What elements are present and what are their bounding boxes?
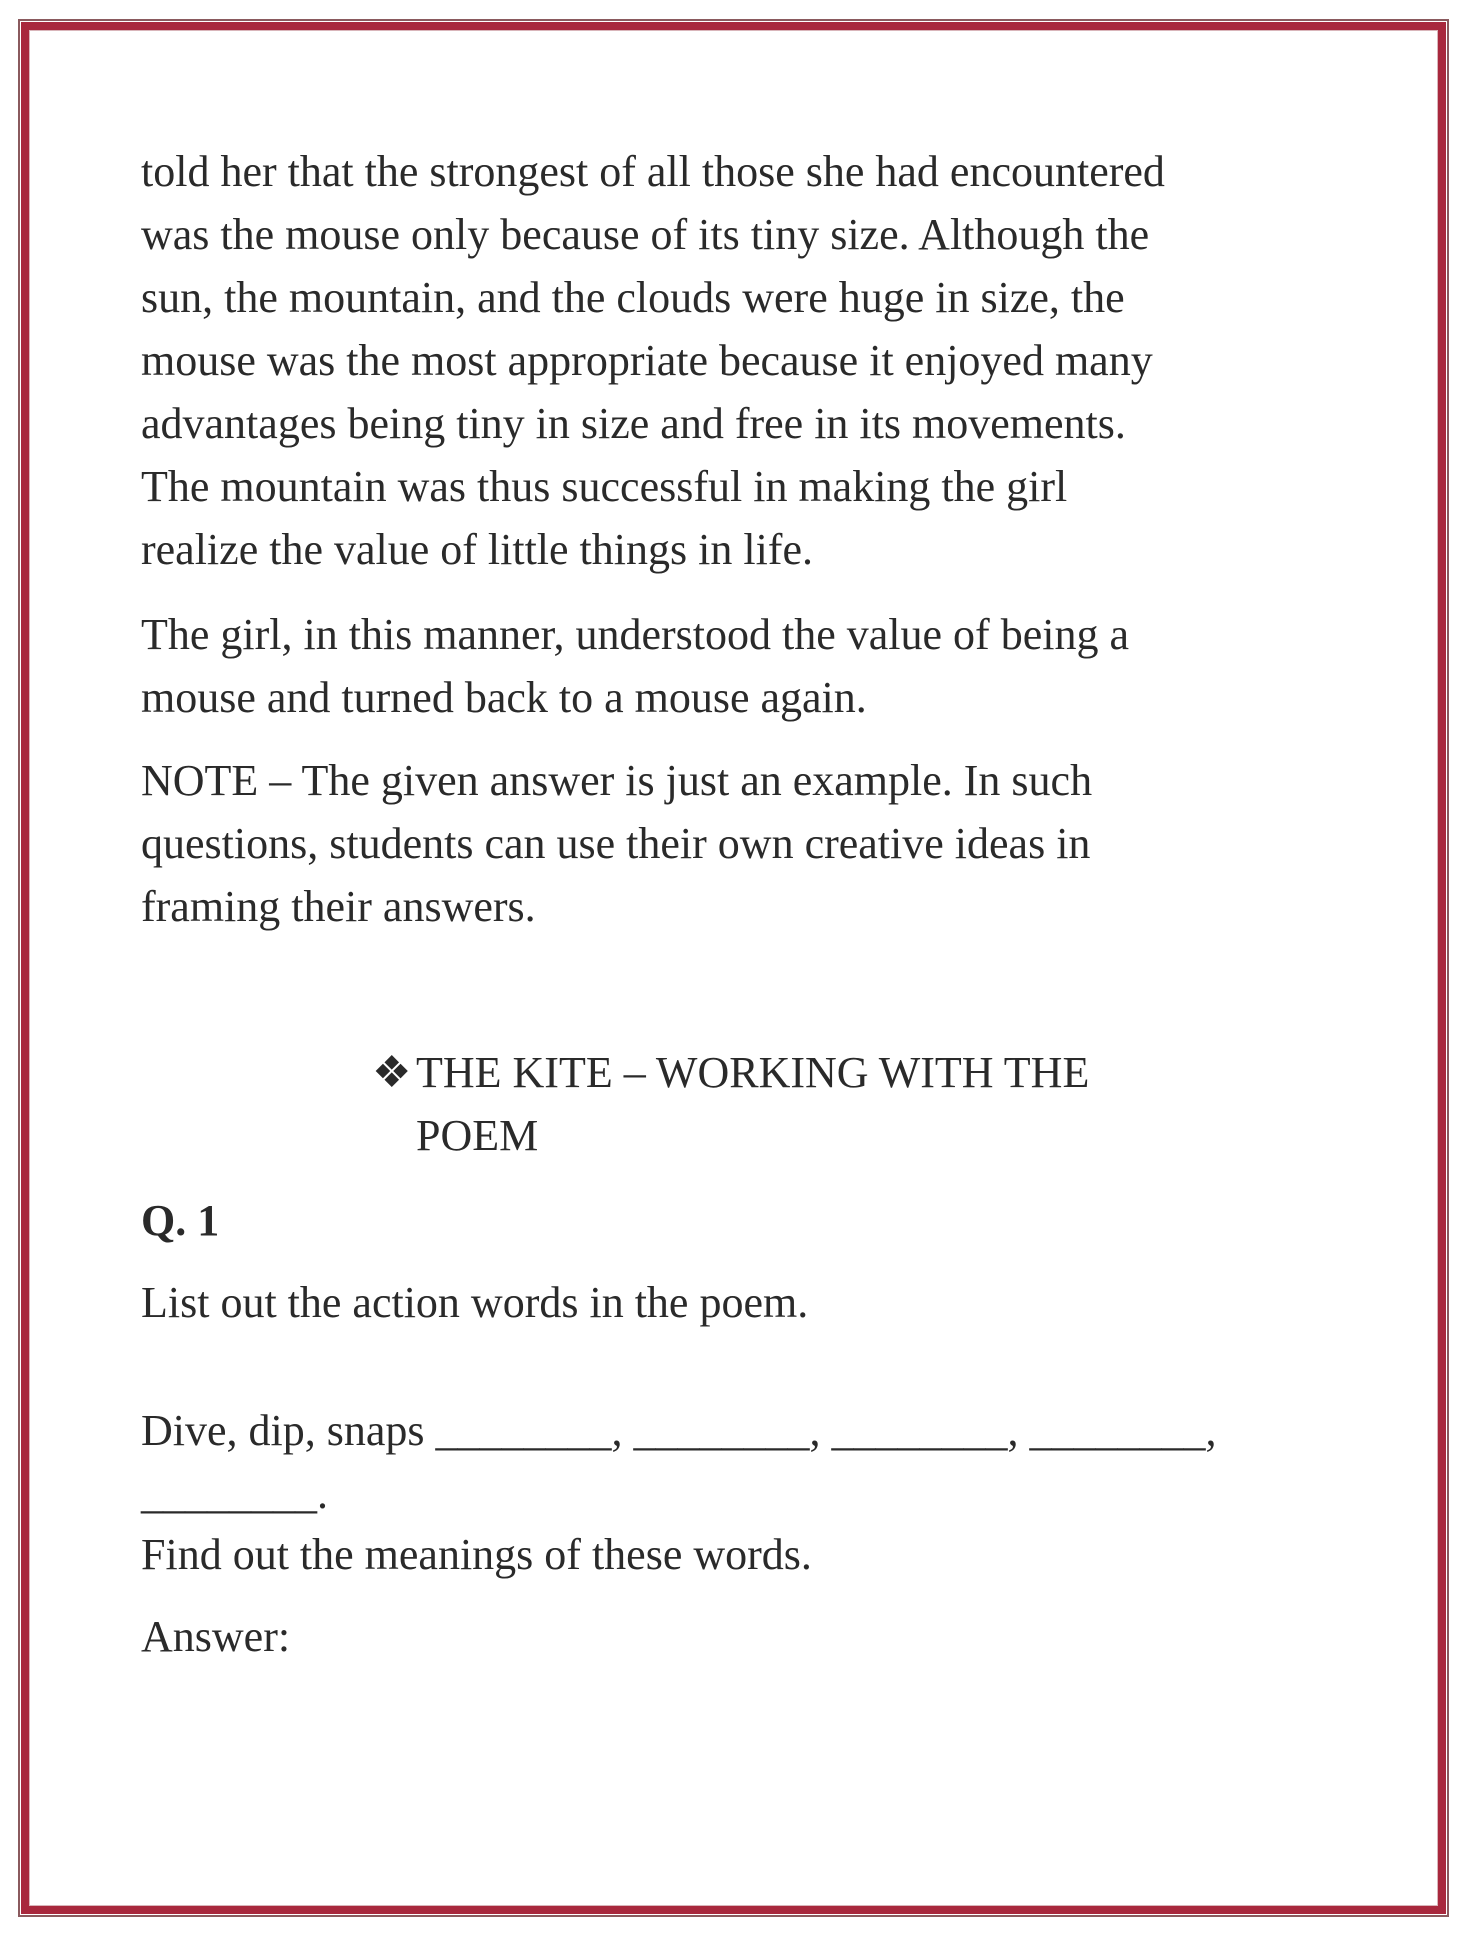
text-line: told her that the strongest of all those she had encountered — [141, 147, 1165, 196]
text-line: framing their answers. — [141, 882, 536, 931]
heading-line-2: POEM — [416, 1111, 539, 1160]
fill-in-blanks-line-1: Dive, dip, snaps ________, ________, ________, ________, — [141, 1406, 1217, 1455]
text-line: questions, students can use their own creative ideas in — [141, 819, 1091, 868]
answer-label: Answer: — [141, 1612, 291, 1661]
text-line: The girl, in this manner, understood the value of being a — [141, 610, 1129, 659]
paragraph-note — [141, 749, 1092, 938]
text-line: mouse was the most appropriate because it enjoyed many — [141, 336, 1153, 385]
text-line: mouse and turned back to a mouse again. — [141, 673, 867, 722]
diamond-bullet-icon: ❖ — [372, 1048, 412, 1097]
fill-in-blanks-line-2: ________. — [141, 1469, 328, 1518]
question-prompt: List out the action words in the poem. — [141, 1278, 809, 1327]
question-prompt-2: Find out the meanings of these words. — [141, 1530, 812, 1579]
paragraph-conclusion — [141, 603, 1129, 729]
text-line: NOTE – The given answer is just an example. In such — [141, 756, 1093, 805]
text-line: The mountain was thus successful in making the girl — [141, 462, 1068, 511]
question-number: Q. 1 — [141, 1196, 220, 1245]
text-line: realize the value of little things in life. — [141, 525, 813, 574]
text-line: sun, the mountain, and the clouds were huge in size, the — [141, 273, 1125, 322]
text-line: advantages being tiny in size and free in its movements. — [141, 399, 1126, 448]
section-heading — [372, 1041, 1089, 1167]
text-line: was the mouse only because of its tiny size. Although the — [141, 210, 1150, 259]
paragraph-story-ending — [141, 140, 1165, 581]
heading-line-1: THE KITE – WORKING WITH THE — [416, 1048, 1090, 1097]
